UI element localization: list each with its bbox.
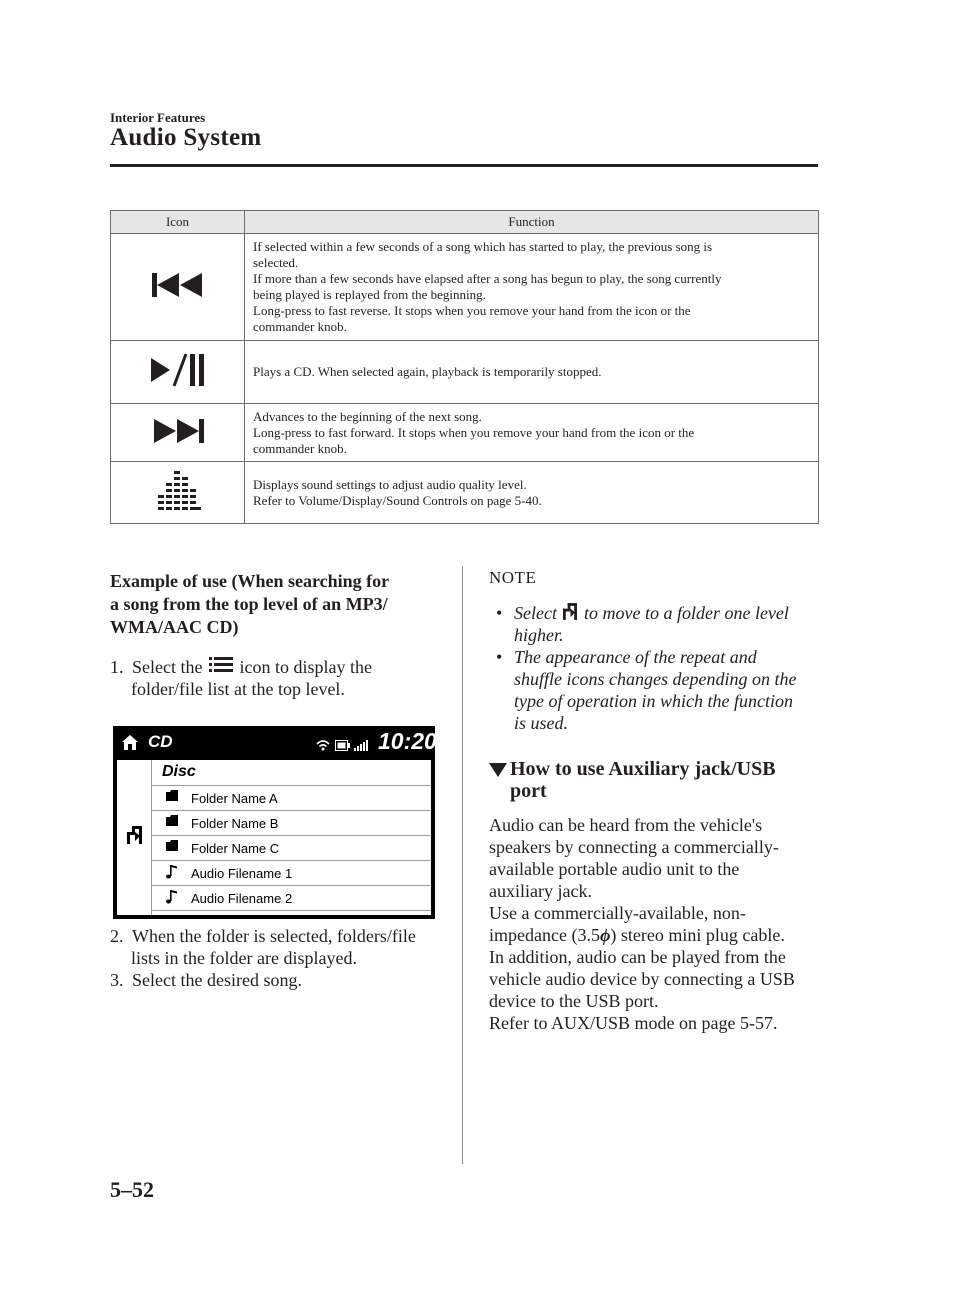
table-header-icon: Icon [111, 211, 245, 234]
icon-function-table [110, 210, 819, 524]
signal-icon [354, 739, 368, 751]
aux-usb-paragraph [489, 814, 821, 1034]
function-text: Refer to Volume/Display/Sound Controls on page 5-40. [253, 492, 542, 508]
step-number: 1. [110, 657, 124, 677]
step-text: folder/file list at the top level. [131, 679, 345, 699]
function-text: Long-press to fast forward. It stops when you remove your hand from the icon or the [253, 424, 695, 440]
header-rule [110, 164, 818, 167]
wifi-icon [316, 740, 330, 751]
folder-icon [166, 815, 178, 826]
list-item-label: Audio Filename 2 [191, 891, 293, 906]
table-header-function: Function [245, 211, 819, 234]
list-item-label: Folder Name A [191, 791, 278, 806]
section-label: Interior Features [110, 110, 206, 125]
howto-line: port [510, 780, 547, 802]
step-1 [110, 656, 450, 700]
list-item[interactable] [152, 836, 431, 861]
list-item[interactable] [152, 886, 431, 911]
function-text: Advances to the beginning of the next song. [253, 408, 482, 424]
step-number: 3. [110, 970, 124, 990]
step-number: 2. [110, 926, 124, 946]
folder-up-icon [563, 603, 577, 620]
function-text: selected. [253, 255, 299, 270]
note-item [496, 646, 826, 734]
paragraph-line: available portable audio unit to the [489, 859, 740, 879]
home-icon[interactable] [122, 735, 138, 750]
table-row [111, 404, 819, 462]
note-title: NOTE [489, 568, 537, 587]
folder-up-icon[interactable] [127, 826, 142, 844]
screen-list-panel [117, 760, 431, 915]
list-title-row [152, 760, 431, 786]
screen-status-bar [113, 726, 435, 760]
list-item[interactable] [152, 861, 431, 886]
note-text: higher. [514, 625, 564, 645]
column-divider [462, 566, 463, 1164]
step-text: When the folder is selected, folders/file [132, 926, 416, 946]
music-note-icon [166, 865, 178, 879]
example-heading-line: Example of use (When searching for [110, 571, 390, 591]
note-text: type of operation in which the function [514, 691, 793, 711]
list-icon [209, 656, 233, 674]
previous-track-icon [111, 234, 245, 341]
function-text: Displays sound settings to adjust audio quality level. [253, 476, 527, 492]
bullet: • [496, 603, 503, 623]
function-text: Long-press to fast reverse. It stops when you remove your hand from the icon or the [253, 303, 691, 318]
source-label: CD [148, 732, 173, 751]
phi-symbol: ϕ [599, 925, 611, 945]
list-title: Disc [162, 763, 196, 780]
howto-line: How to use Auxiliary jack/USB [510, 758, 776, 780]
paragraph-line: Use a commercially-available, non- [489, 903, 746, 923]
table-row [111, 234, 819, 341]
note-text: to move to a folder one level [583, 603, 789, 623]
function-text: being played is replayed from the beginning. [253, 287, 486, 302]
play-pause-icon [111, 341, 245, 404]
example-heading-line: a song from the top level of an MP3/ [110, 594, 388, 614]
step-text: icon to display the [239, 657, 372, 677]
paragraph-line: vehicle audio device by connecting a USB [489, 969, 795, 989]
paragraph-line: speakers by connecting a commercially- [489, 837, 779, 857]
paragraph-line [489, 924, 821, 946]
function-text: If selected within a few seconds of a song which has started to play, the previous song is [253, 239, 713, 254]
page-number: 5–52 [110, 1177, 154, 1202]
battery-icon [335, 740, 350, 751]
function-text: Plays a CD. When selected again, playback is temporarily stopped. [253, 364, 602, 379]
clock: 10:20 [378, 728, 437, 754]
list-item[interactable] [152, 786, 431, 811]
note-text: shuffle icons changes depending on the [514, 669, 797, 689]
table-row [111, 462, 819, 524]
note-item [496, 602, 826, 646]
note-text: Select [514, 603, 557, 623]
note-text: is used. [514, 713, 568, 733]
note-text: The appearance of the repeat and [514, 647, 757, 667]
table-header-row [111, 211, 819, 234]
paragraph-line: device to the USB port. [489, 991, 659, 1011]
howto-heading [489, 758, 819, 802]
bullet: • [496, 647, 503, 667]
paragraph-line: In addition, audio can be played from the [489, 947, 786, 967]
list-item[interactable] [152, 811, 431, 836]
paragraph-line: Refer to AUX/USB mode on page 5-57. [489, 1013, 778, 1033]
list-item-label: Audio Filename 1 [191, 866, 293, 881]
next-track-icon [111, 404, 245, 462]
table-row [111, 341, 819, 404]
example-heading [110, 570, 445, 639]
step-text: Select the [132, 657, 203, 677]
list-item-label: Folder Name C [191, 841, 280, 856]
page-title: Audio System [110, 124, 262, 151]
step-text: Select the desired song. [132, 970, 302, 990]
step-2 [110, 925, 455, 969]
function-text: commander knob. [253, 440, 347, 456]
paragraph-text: impedance (3.5 [489, 925, 600, 945]
sound-settings-icon [111, 462, 245, 524]
folder-icon [166, 840, 178, 851]
step-text: lists in the folder are displayed. [131, 948, 357, 968]
triangle-marker-icon [489, 763, 507, 777]
example-heading-line: WMA/AAC CD) [110, 617, 239, 637]
function-text: If more than a few seconds have elapsed after a song has begun to play, the song currently [253, 271, 722, 286]
function-text: commander knob. [253, 319, 347, 334]
step-3 [110, 969, 455, 991]
audio-screen [113, 726, 435, 919]
folder-icon [166, 790, 178, 801]
paragraph-line: auxiliary jack. [489, 881, 592, 901]
music-note-icon [166, 890, 178, 904]
paragraph-line: Audio can be heard from the vehicle's [489, 815, 763, 835]
paragraph-text: ) stereo mini plug cable. [610, 925, 785, 945]
list-item-label: Folder Name B [191, 816, 279, 831]
